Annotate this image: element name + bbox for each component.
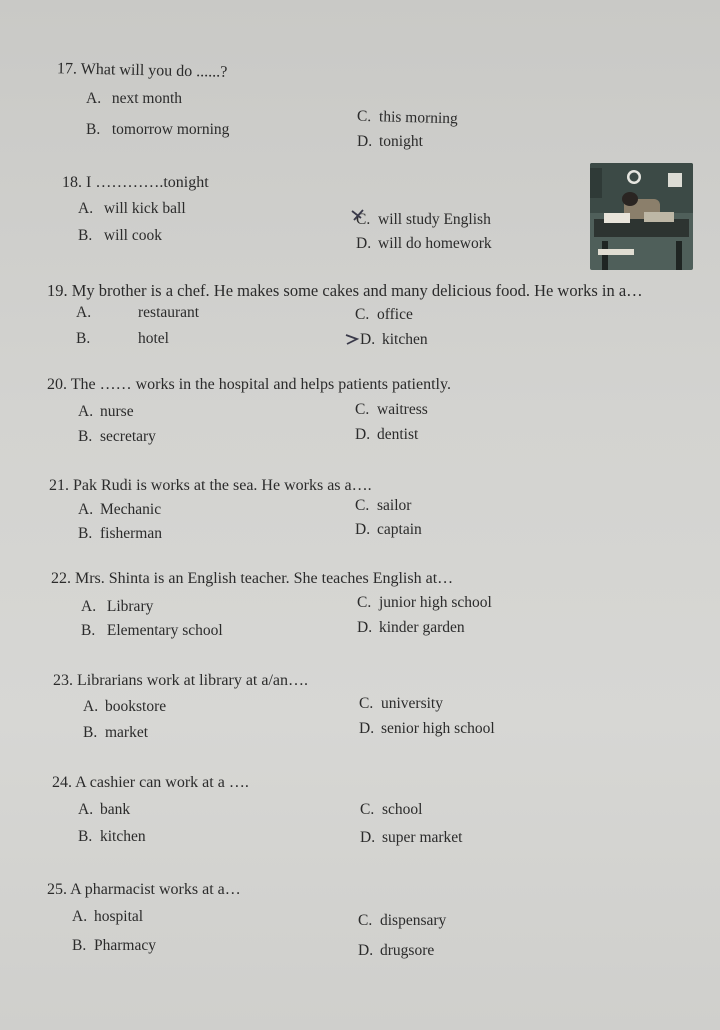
option-d[interactable]: D. will do homework (356, 235, 492, 252)
question-stem: 25. A pharmacist works at a… (47, 881, 241, 898)
option-a[interactable]: A. next month (86, 90, 183, 107)
option-b[interactable]: B. market (83, 724, 149, 741)
student-studying-at-desk-icon (590, 163, 693, 270)
option-c[interactable]: C. school (360, 801, 423, 818)
option-a[interactable]: A. will kick ball (78, 200, 186, 217)
option-c[interactable]: C. office (355, 306, 413, 323)
option-d[interactable]: D. dentist (355, 426, 419, 443)
option-c[interactable]: C. university (359, 695, 443, 712)
question-stem: 22. Mrs. Shinta is an English teacher. She teaches English at… (51, 570, 454, 587)
option-c[interactable]: C. this morning (356, 107, 459, 128)
option-c[interactable]: C. will study English (356, 211, 491, 228)
question-stem: 17. What will you do ......? (56, 60, 228, 81)
option-c[interactable]: C. sailor (355, 497, 412, 514)
option-b[interactable]: B. Pharmacy (72, 937, 156, 954)
option-d[interactable]: D. captain (355, 521, 422, 538)
option-b[interactable]: B. tomorrow morning (86, 121, 230, 138)
question-stem: 19. My brother is a chef. He makes some cakes and many delicious food. He works in a… (47, 281, 643, 300)
question-stem: 21. Pak Rudi is works at the sea. He works as a…. (49, 477, 372, 494)
option-a[interactable]: A. Library (81, 598, 154, 615)
option-a[interactable]: A. hospital (72, 908, 144, 925)
student-studying-illustration (590, 163, 693, 270)
option-a[interactable]: A. Mechanic (78, 501, 162, 518)
option-a[interactable]: A. nurse (78, 403, 134, 420)
question-stem: 24. A cashier can work at a …. (52, 774, 249, 791)
option-b[interactable]: B. fisherman (78, 525, 162, 542)
question-stem: 20. The …… works in the hospital and helps patients patiently. (47, 376, 451, 393)
option-c[interactable]: C. junior high school (357, 594, 492, 611)
option-a[interactable]: A. bank (78, 801, 131, 818)
question-stem: 18. I ………….tonight (62, 174, 209, 191)
option-b[interactable]: B. will cook (78, 227, 162, 244)
option-d[interactable]: D. super market (360, 829, 463, 846)
option-b[interactable]: B. kitchen (78, 828, 146, 845)
option-c[interactable]: C. dispensary (358, 912, 447, 929)
option-b[interactable]: B. secretary (78, 428, 156, 445)
option-b[interactable]: B. hotel (76, 330, 169, 347)
question-stem: 23. Librarians work at library at a/an…. (53, 672, 309, 689)
option-d[interactable]: D. kitchen (360, 331, 428, 348)
option-d[interactable]: D. kinder garden (357, 619, 465, 636)
option-d[interactable]: D. senior high school (359, 720, 495, 737)
option-d[interactable]: D. tonight (357, 133, 423, 150)
option-a[interactable]: A. restaurant (76, 304, 200, 321)
option-a[interactable]: A. bookstore (83, 698, 167, 715)
option-b[interactable]: B. Elementary school (81, 622, 223, 639)
option-d[interactable]: D. drugsore (358, 942, 435, 959)
option-c[interactable]: C. waitress (355, 401, 428, 418)
